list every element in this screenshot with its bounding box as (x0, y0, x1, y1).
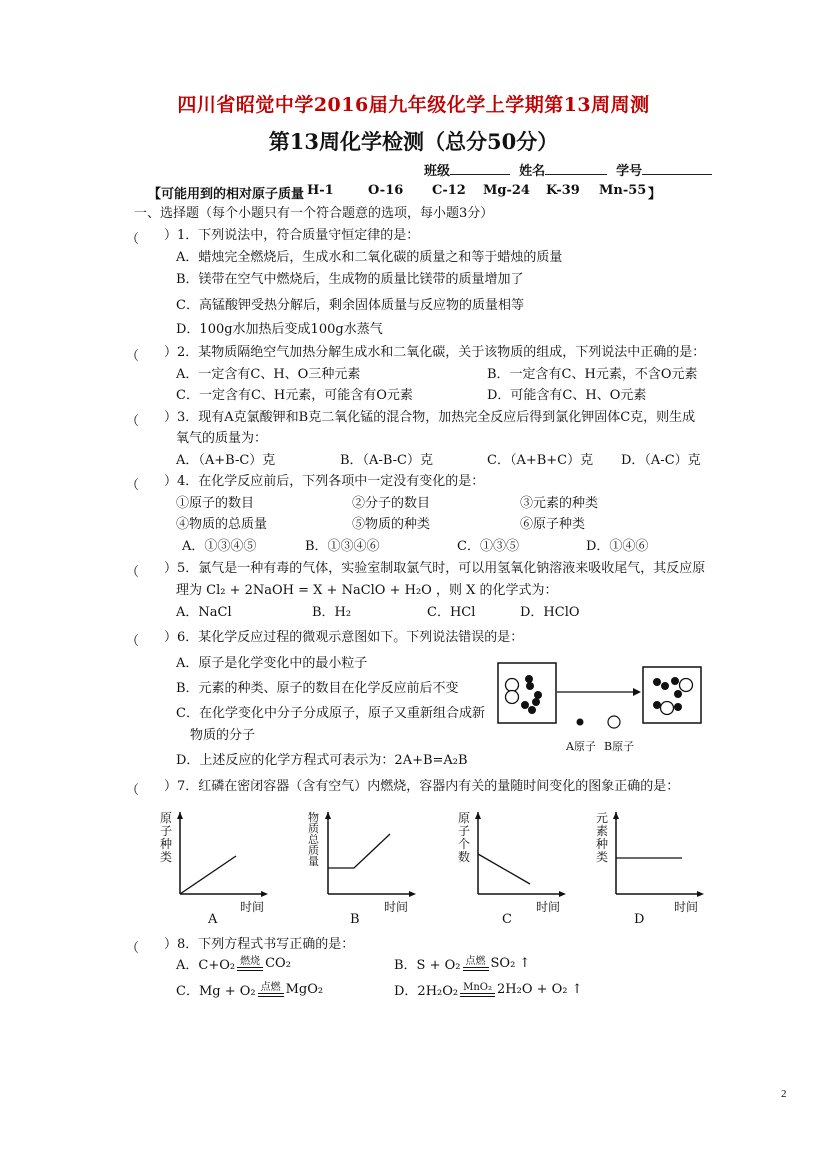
q8-a-condition-arrow (237, 957, 263, 971)
q5-stem-line1: ）5．氯气是一种有毒的气体，实验室制取氯气时，可以用氢氧化钠溶液来吸收尾气，其反应原 (164, 561, 706, 576)
q8-a-products: CO₂ (265, 956, 291, 971)
q6-option-c-line2: 物质的分子 (190, 728, 256, 743)
graph-b-ylabel: 物质总质量 (308, 811, 319, 868)
q5-option-d: D．HClO (520, 605, 580, 620)
class-label: 班级 (424, 164, 451, 179)
q8-option-a (176, 954, 291, 973)
b-atom (506, 679, 519, 692)
q8-c-reactants: C．Mg + O₂ (176, 984, 256, 999)
name-label: 姓名 (519, 164, 546, 179)
graph-c-xlabel: 时间 (536, 900, 561, 914)
q8-c-condition: 点燃 (258, 983, 284, 994)
q3-stem-line1: ）3．现有A克氯酸钾和B克二氧化锰的混合物，加热完全反应后得到氯化钾固体C克，则生成 (164, 410, 696, 425)
q5-answer-paren[interactable]: （ (126, 565, 140, 580)
a-atom (671, 677, 679, 685)
q5-option-b: B．H₂ (312, 605, 352, 620)
a-atom (674, 703, 682, 711)
q8-option-d (394, 980, 583, 999)
q8-answer-paren[interactable]: （ (126, 941, 140, 956)
legend-b-atom-label: B原子 (604, 740, 635, 753)
q1-option-b: B．镁带在空气中燃烧后，生成物的质量比镁带的质量增加了 (176, 272, 524, 287)
a-atom (534, 691, 542, 699)
q6-option-b: B．元素的种类、原子的数目在化学反应前后不变 (176, 681, 459, 696)
graph-c-letter: C (502, 912, 512, 927)
mass-h: H-1 (307, 183, 334, 198)
graph-b-letter: B (350, 912, 360, 927)
q3-option-b: B．（A-B-C）克 (340, 453, 433, 468)
graph-a-ylabel: 原子种类 (160, 811, 173, 864)
a-atom (674, 690, 682, 698)
document-title: 四川省昭觉中学2016届九年级化学上学期第13周周测 (177, 94, 650, 116)
q1-option-a: A．蜡烛完全燃烧后，生成水和二氧化碳的质量之和等于蜡烛的质量 (176, 250, 563, 265)
atomic-masses-prefix: 【可能用到的相对原子质量 (148, 187, 305, 202)
atomic-masses-suffix: 】 (648, 187, 662, 202)
q4-item-1: ①原子的数目 (176, 496, 255, 511)
q6-answer-paren[interactable]: （ (126, 634, 140, 649)
a-atom (653, 678, 661, 686)
q4-option-c: C．①③⑤ (457, 539, 519, 554)
graph-b (308, 812, 416, 930)
q1-option-d: D．100g水加热后变成100g水蒸气 (176, 322, 383, 337)
q2-option-c: C．一定含有C、H元素，可能含有O元素 (176, 388, 413, 403)
graph-a (160, 812, 268, 930)
a-atom (521, 701, 529, 709)
q8-d-products: 2H₂O + O₂ ↑ (497, 982, 583, 997)
q8-d-condition-arrow (460, 983, 495, 997)
q2-answer-paren[interactable]: （ (126, 349, 140, 364)
legend-a-atom-icon (577, 719, 584, 726)
page-number: 2 (781, 1088, 787, 1100)
q1-answer-paren[interactable]: （ (126, 232, 140, 247)
test-subtitle: 第13周化学检测（总分50分） (268, 129, 559, 154)
q8-a-condition: 燃烧 (237, 957, 263, 968)
graph-c-curve (478, 854, 530, 884)
graph-a-plot (176, 812, 268, 902)
q3-option-d: D．（A-C）克 (621, 453, 701, 468)
q4-item-5: ⑤物质的种类 (352, 517, 431, 532)
student-info-row (424, 160, 712, 179)
mass-c: C-12 (432, 183, 466, 198)
q6-option-d: D．上述反应的化学方程式可表示为：2A+B=A₂B (176, 753, 468, 768)
product-box (643, 667, 701, 723)
b-atom (661, 702, 674, 715)
q5-stem-line2: 理为 Cl₂ + 2NaOH = X + NaClO + H₂O ，则 X 的化学式为： (176, 583, 558, 598)
reaction-arrowhead (633, 688, 641, 696)
b-atom (680, 679, 693, 692)
graph-a-curve (180, 856, 236, 894)
q8-b-condition-arrow (463, 957, 489, 971)
graph-c-ylabel: 原子个数 (458, 811, 471, 864)
q6-option-a: A．原子是化学变化中的最小粒子 (176, 656, 368, 671)
graph-c-y-arrow (475, 812, 481, 819)
graph-d-y-arrow (613, 812, 619, 819)
a-atom (661, 682, 669, 690)
q8-option-b (394, 954, 530, 973)
q1-option-c: C．高锰酸钾受热分解后，剩余固体质量与反应物的质量相等 (176, 298, 524, 313)
graph-d-xlabel: 时间 (674, 900, 699, 914)
graph-d-x-arrow (697, 891, 704, 897)
a-atom (525, 675, 533, 683)
graph-d (596, 812, 704, 930)
q3-option-a: A．（A+B-C）克 (176, 453, 276, 468)
q5-option-a: A．NaCl (176, 605, 232, 620)
q4-option-b: B．①③④⑥ (305, 539, 380, 554)
graph-d-ylabel: 元素种类 (596, 811, 609, 864)
q3-stem-line2: 氧气的质量为： (176, 431, 268, 446)
q4-item-6: ⑥原子种类 (520, 517, 586, 532)
q8-d-condition: MnO₂ (460, 983, 495, 994)
q8-c-condition-arrow (258, 983, 284, 997)
q8-stem: ）8．下列方程式书写正确的是： (164, 937, 355, 952)
mass-k: K-39 (546, 183, 580, 198)
mass-mn: Mn-55 (599, 183, 647, 198)
legend-b-atom-icon (608, 716, 620, 728)
q4-option-a: A．①③④⑤ (182, 539, 257, 554)
q8-option-c (176, 980, 323, 999)
q7-stem: ）7．红磷在密闭容器（含有空气）内燃烧，容器内有关的量随时间变化的图象正确的是： (164, 779, 680, 794)
mass-o: O-16 (368, 183, 404, 198)
q8-c-products: MgO₂ (285, 982, 324, 997)
q4-stem: ）4．在化学反应前后，下列各项中一定没有变化的是： (164, 474, 485, 489)
q2-option-b: B．一定含有C、H元素，不含O元素 (487, 367, 698, 382)
number-blank[interactable] (642, 162, 712, 175)
number-label: 学号 (616, 164, 643, 179)
q8-a-reactants: A．C+O₂ (176, 958, 236, 973)
a-atom (528, 706, 536, 714)
q2-option-a: A．一定含有C、H、O三种元素 (176, 367, 361, 382)
a-atom (526, 682, 534, 690)
q4-item-4: ④物质的总质量 (176, 517, 268, 532)
graph-b-curve (328, 834, 390, 868)
q5-option-c: C．HCl (427, 605, 476, 620)
graph-b-plot (324, 812, 416, 902)
q2-option-d: D．可能含有C、H、O元素 (487, 388, 647, 403)
q4-option-d: D．①④⑥ (586, 539, 649, 554)
b-atom (506, 691, 519, 704)
a-atom (653, 701, 661, 709)
graph-a-y-arrow (177, 812, 183, 819)
graph-b-y-arrow (325, 812, 331, 819)
name-blank[interactable] (545, 162, 607, 175)
graph-a-letter: A (208, 912, 218, 927)
graph-c (458, 812, 566, 930)
q8-b-condition: 点燃 (463, 957, 489, 968)
graph-b-x-arrow (409, 891, 416, 897)
q8-d-reactants: D．2H₂O₂ (394, 984, 459, 999)
q2-stem: ）2．某物质隔绝空气加热分解生成水和二氧化碳，关于该物质的组成，下列说法中正确的是： (164, 345, 706, 360)
q8-b-products: SO₂ ↑ (490, 956, 531, 971)
graph-c-plot (474, 812, 566, 902)
q4-answer-paren[interactable]: （ (126, 478, 140, 493)
q1-stem: ）1．下列说法中，符合质量守恒定律的是： (164, 228, 420, 243)
graph-a-x-arrow (261, 891, 268, 897)
graph-c-x-arrow (559, 891, 566, 897)
q4-item-3: ③元素的种类 (520, 496, 599, 511)
class-blank[interactable] (450, 162, 510, 175)
q6-stem: ）6．某化学反应过程的微观示意图如下。下列说法错误的是： (164, 630, 524, 645)
q3-answer-paren[interactable]: （ (126, 414, 140, 429)
q4-item-2: ②分子的数目 (352, 496, 431, 511)
q3-option-c: C．（A+B+C）克 (487, 453, 594, 468)
graph-d-plot (612, 812, 704, 902)
graph-b-xlabel: 时间 (384, 900, 409, 914)
q8-b-reactants: B．S + O₂ (394, 958, 461, 973)
section-heading: 一、选择题（每个小题只有一个符合题意的选项，每小题3分） (134, 206, 494, 221)
graph-a-xlabel: 时间 (240, 900, 265, 914)
q6-option-c-line1: C．在化学变化中分子分成原子，原子又重新组合成新 (176, 706, 485, 721)
legend-a-atom-label: A原子 (566, 740, 596, 753)
q7-answer-paren[interactable]: （ (126, 783, 140, 798)
graph-d-letter: D (634, 912, 645, 927)
a-atom (532, 698, 540, 706)
mass-mg: Mg-24 (483, 183, 530, 198)
